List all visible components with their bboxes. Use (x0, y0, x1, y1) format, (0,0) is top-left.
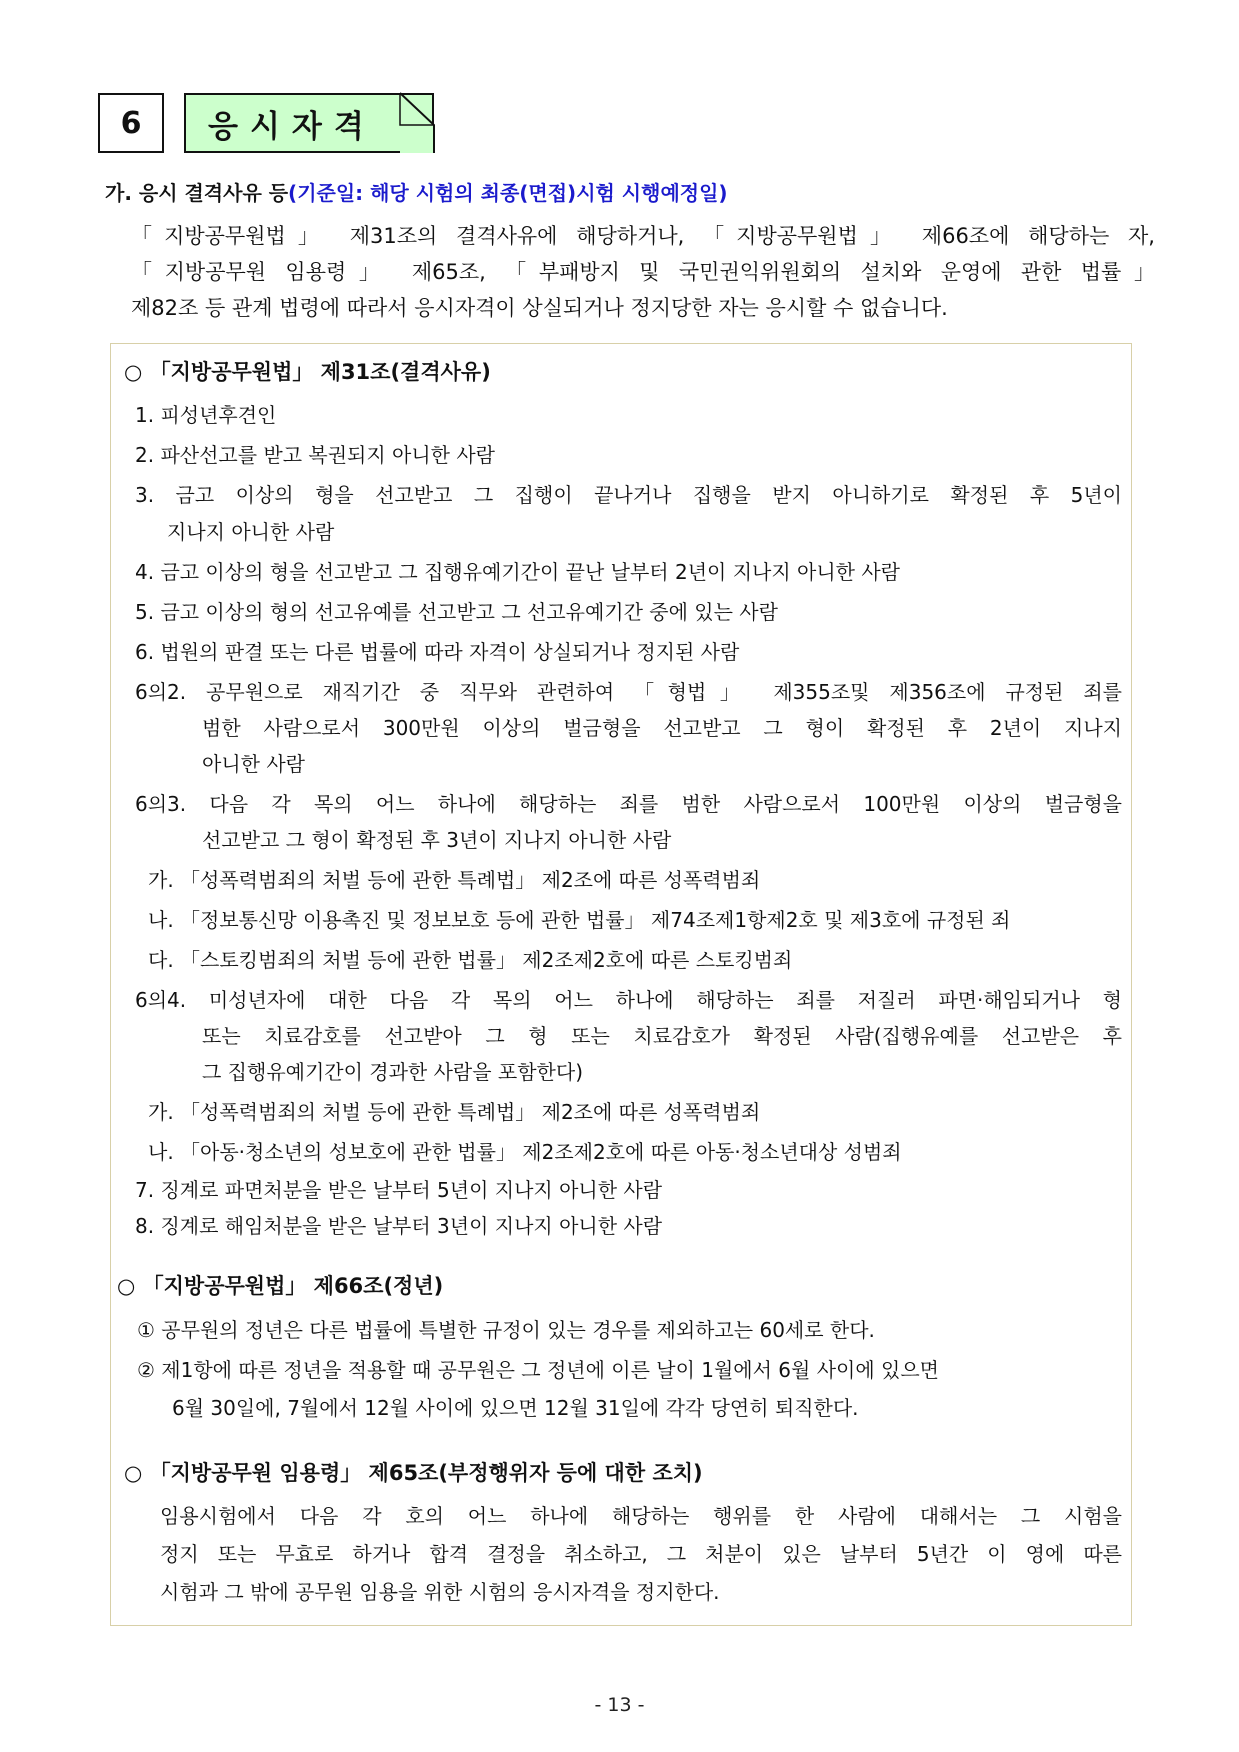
sub-list-item: 가. 「성폭력범죄의 처벌 등에 관한 특례법」 제2조에 따른 성폭력범죄 (148, 868, 761, 892)
intro-line: 제82조 등 관계 법령에 따라서 응시자격이 상실되거나 정지당한 자는 응시할 수 없습니다. (131, 296, 948, 320)
sub-list-item: 나. 「아동·청소년의 성보호에 관한 법률」 제2조제2호에 따른 아동·청소년대상 성범죄 (148, 1140, 902, 1164)
heading-reference-date: (기준일: 해당 시험의 최종(면접)시험 시행예정일) (288, 181, 728, 205)
intro-paragraph (131, 218, 1155, 326)
paragraph-line: 시험과 그 밖에 공무원 임용을 위한 시험의 응시자격을 정지한다. (160, 1580, 720, 1604)
clause-item-continuation: 6월 30일에, 7월에서 12월 사이에 있으면 12월 31일에 각각 당연히 퇴직한다. (172, 1396, 859, 1420)
paragraph-line: 정지 또는 무효로 하거나 합격 결정을 취소하고, 그 처분이 있은 날부터 5년간 이 영에 따른 (160, 1542, 1122, 1566)
folded-corner-icon (398, 91, 438, 155)
sub-list-item: 다. 「스토킹범죄의 처벌 등에 관한 법률」 제2조제2호에 따른 스토킹범죄 (148, 948, 793, 972)
page-number: - 13 - (594, 1694, 645, 1716)
list-item: 6의4. 미성년자에 대한 다음 각 목의 어느 하나에 해당하는 죄를 저질러 파면·해임되거나 형 (135, 988, 1122, 1012)
list-item-continuation: 선고받고 그 형이 확정된 후 3년이 지나지 아니한 사람 (202, 828, 672, 852)
heading-prefix: 가. 응시 결격사유 등 (105, 181, 289, 205)
article66-title: ○ 「지방공무원법」 제66조(정년) (117, 1274, 444, 1298)
paragraph-line: 임용시험에서 다음 각 호의 어느 하나에 해당하는 행위를 한 사람에 대해서는 그 시험을 (160, 1504, 1122, 1528)
list-item: 1. 피성년후견인 (135, 403, 277, 427)
article31-title: ○ 「지방공무원법」 제31조(결격사유) (124, 360, 491, 384)
list-item: 4. 금고 이상의 형을 선고받고 그 집행유예기간이 끝난 날부터 2년이 지나지 아니한 사람 (135, 560, 900, 584)
list-item: 7. 징계로 파면처분을 받은 날부터 5년이 지나지 아니한 사람 (135, 1178, 663, 1202)
subsection-heading (105, 177, 728, 206)
list-item-continuation: 범한 사람으로서 300만원 이상의 벌금형을 선고받고 그 형이 확정된 후 2년이 지나지 (202, 716, 1122, 740)
clause-item: ① 공무원의 정년은 다른 법률에 특별한 규정이 있는 경우를 제외하고는 60세로 한다. (137, 1318, 875, 1342)
sub-list-item: 나. 「정보통신망 이용촉진 및 정보보호 등에 관한 법률」 제74조제1항제2호 및 제3호에 규정된 죄 (148, 908, 1011, 932)
list-item: 8. 징계로 해임처분을 받은 날부터 3년이 지나지 아니한 사람 (135, 1214, 663, 1238)
list-item: 6의2. 공무원으로 재직기간 중 직무와 관련하여 「형법」 제355조및 제356조에 규정된 죄를 (135, 680, 1122, 704)
intro-line: 「지방공무원법」 제31조의 결격사유에 해당하거나, 「지방공무원법」 제66조에 해당하는 자, (131, 224, 1155, 248)
list-item-continuation: 아니한 사람 (202, 752, 305, 776)
list-item: 6의3. 다음 각 목의 어느 하나에 해당하는 죄를 범한 사람으로서 100만원 이상의 벌금형을 (135, 792, 1122, 816)
clause-item: ② 제1항에 따른 정년을 적용할 때 공무원은 그 정년에 이른 날이 1월에서 6월 사이에 있으면 (137, 1358, 939, 1382)
sub-list-item: 가. 「성폭력범죄의 처벌 등에 관한 특례법」 제2조에 따른 성폭력범죄 (148, 1100, 761, 1124)
list-item: 6. 법원의 판결 또는 다른 법률에 따라 자격이 상실되거나 정지된 사람 (135, 640, 740, 664)
decree65-title: ○ 「지방공무원 임용령」 제65조(부정행위자 등에 대한 조치) (124, 1461, 703, 1485)
list-item-continuation: 지나지 아니한 사람 (167, 520, 335, 544)
list-item: 2. 파산선고를 받고 복권되지 아니한 사람 (135, 443, 495, 467)
section-title: 응시자격 (184, 93, 434, 153)
section-number: 6 (98, 93, 164, 153)
list-item-continuation: 또는 치료감호를 선고받아 그 형 또는 치료감호가 확정된 사람(집행유예를 선고받은 후 (202, 1024, 1122, 1048)
list-item-continuation: 그 집행유예기간이 경과한 사람을 포함한다) (202, 1060, 583, 1084)
list-item: 5. 금고 이상의 형의 선고유예를 선고받고 그 선고유예기간 중에 있는 사람 (135, 600, 778, 624)
list-item: 3. 금고 이상의 형을 선고받고 그 집행이 끝나거나 집행을 받지 아니하기로 확정된 후 5년이 (135, 483, 1122, 507)
intro-line: 「지방공무원 임용령」 제65조, 「부패방지 및 국민권익위원회의 설치와 운영에 관한 법률」 (131, 260, 1155, 284)
